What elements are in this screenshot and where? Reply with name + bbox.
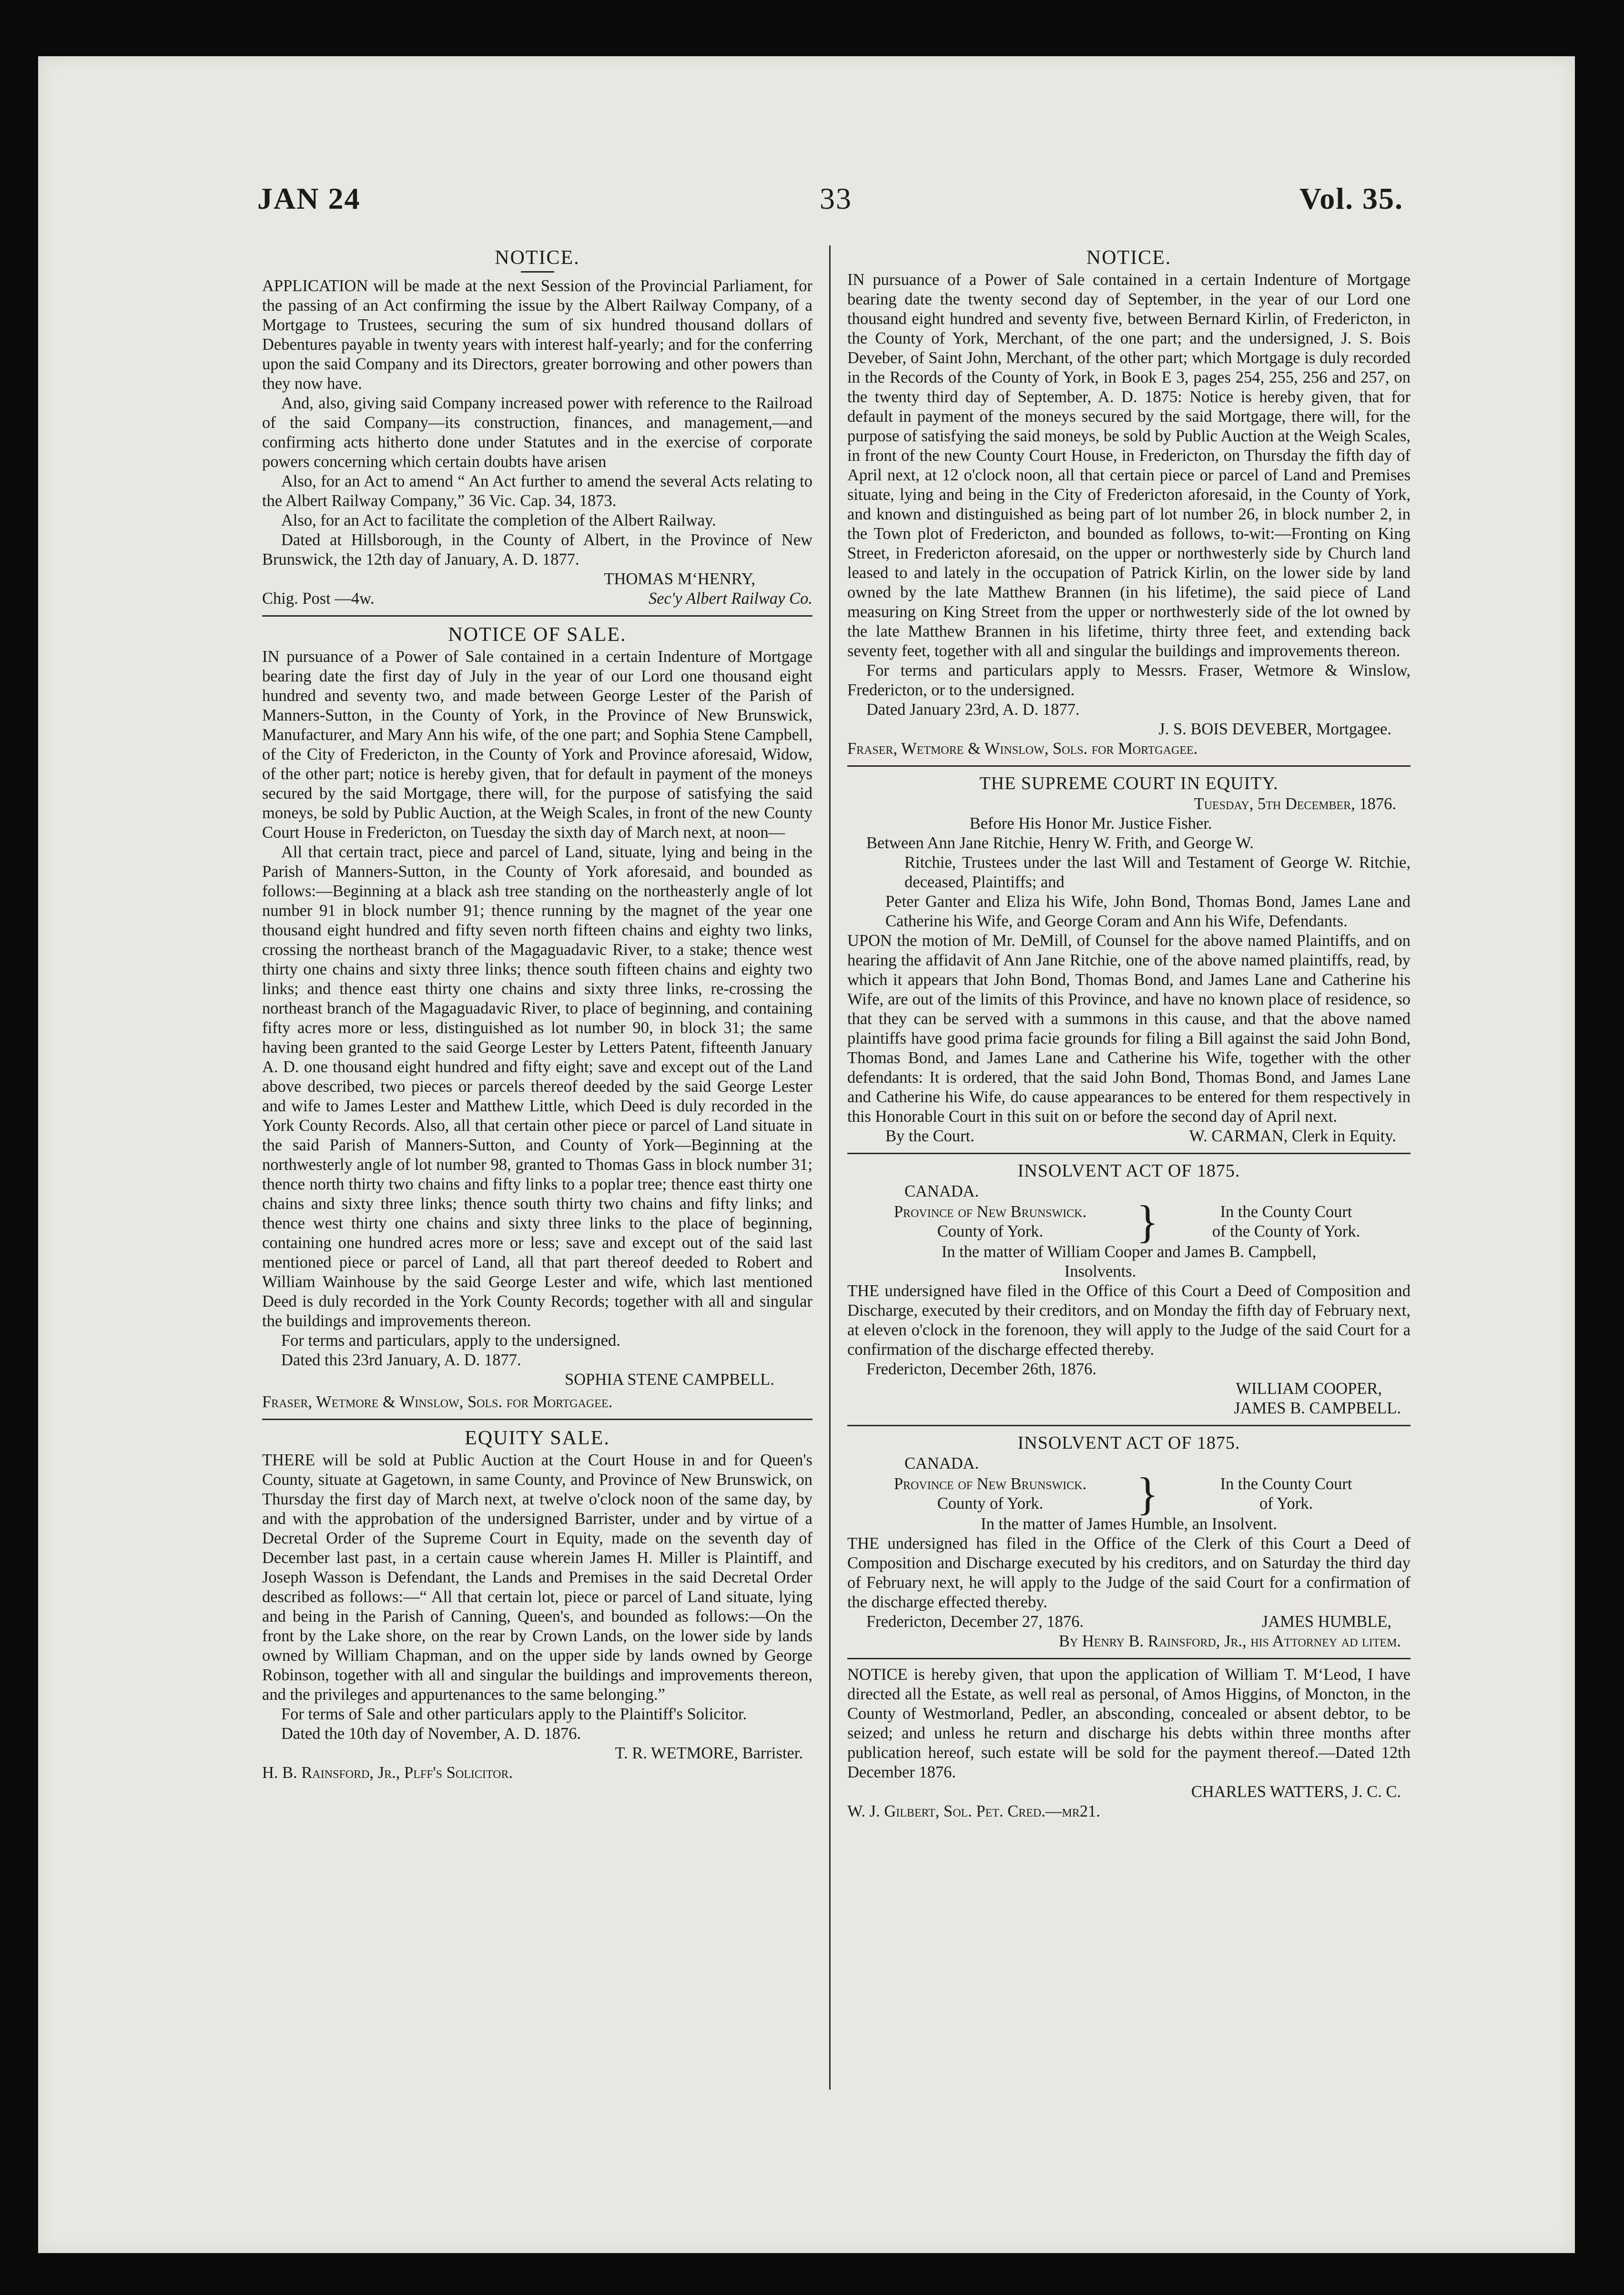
- jurisdiction-left: [847, 1474, 1133, 1513]
- deveber-mortgage-notice: [847, 245, 1411, 759]
- province-label: Province of New Brunswick.: [893, 1203, 1087, 1221]
- county-label: County of York.: [937, 1222, 1044, 1240]
- signer-title: Sec'y Albert Railway Co.: [648, 589, 812, 608]
- notice-of-sale: [262, 622, 812, 1412]
- case-parties: [847, 833, 1411, 931]
- parties-line: Between Ann Jane Ritchie, Henry W. Frith, and George W.: [866, 834, 1254, 852]
- notice-title: INSOLVENT ACT OF 1875.: [1017, 1161, 1240, 1181]
- jurisdiction-left: [847, 1202, 1133, 1241]
- attorney-line: By Henry B. Rainsford, Jr., his Attorney ad litem.: [1058, 1632, 1401, 1650]
- court-jurisdiction: [847, 1196, 1411, 1247]
- absconding-debtor-notice: [847, 1665, 1411, 1821]
- section-divider: [847, 1153, 1411, 1154]
- supreme-court-notice: [847, 772, 1411, 1146]
- by-court: By the Court.: [885, 1127, 974, 1145]
- country-label: CANADA.: [904, 1182, 979, 1200]
- solicitors: Fraser, Wetmore & Winslow, Sols. for Mortgagee.: [847, 740, 1198, 758]
- brace-icon: }: [1136, 1468, 1159, 1519]
- court-date: Tuesday, 5th December, 1876.: [1194, 795, 1396, 813]
- matter-line: In the matter of William Cooper and James B. Campbell,: [941, 1243, 1317, 1261]
- court-label: of York.: [1259, 1494, 1313, 1513]
- notice-paragraph: Dated at Hillsborough, in the County of Albert, in the Province of New Brunswick, the 12th day of January, A. D. 1877.: [262, 531, 812, 569]
- column-divider: [829, 245, 831, 2090]
- insolvent-notice-cooper: [847, 1160, 1411, 1418]
- signature-line: [262, 589, 812, 609]
- signer-name: JAMES B. CAMPBELL.: [1234, 1399, 1401, 1417]
- notice-paragraph: Also, for an Act to amend “ An Act further to amend the several Acts relating to the Albert Railway Company,” 36 Vic. Cap. 34, 1873.: [262, 472, 812, 510]
- court-label: In the County Court: [1220, 1475, 1352, 1493]
- notice-paragraph: THE undersigned has filed in the Office of the Clerk of this Court a Deed of Composition and Discharge executed by his creditors, and on Saturday the third day of February next, he will apply to the Judge of the said Court for a confirmation of the discharge effected thereby.: [847, 1534, 1411, 1611]
- solicitor: H. B. Rainsford, Jr., Plff's Solicitor.: [262, 1764, 513, 1782]
- volume-number: Vol. 35.: [1299, 182, 1403, 215]
- notice-title: NOTICE OF SALE.: [448, 624, 627, 646]
- issue-date: JAN 24: [257, 182, 361, 215]
- notice-title: THE SUPREME COURT IN EQUITY.: [979, 773, 1279, 793]
- notice-paragraph: IN pursuance of a Power of Sale contained in a certain Indenture of Mortgage bearing date the first day of July in the year of our Lord one thousand eight hundred and seventy two, and made between George Lester of the Parish of Manners-Sutton, in the County of York, in the Province of New Brunswick, Manufacturer, and Mary Ann his wife, of the one part; and Sophia Stene Campbell, of the City of Fredericton, in the County of York and Province aforesaid, Widow, of the other part; notice is hereby given, that for default in payment of the moneys secured by the said Mortgage, there will, for the purpose of satisfying the said moneys, be sold by Public Auction, at the Weigh Scales, in front of the new County Court House in Fredericton, on Tuesday the sixth day of March next, at noon—: [262, 648, 812, 842]
- section-divider: [847, 1658, 1411, 1659]
- page-number: 33: [820, 182, 852, 215]
- right-column: [847, 245, 1411, 1821]
- signer-name: WILLIAM COOPER,: [1236, 1380, 1382, 1398]
- matter-line: In the matter of James Humble, an Insolvent.: [981, 1515, 1277, 1533]
- court-label: of the County of York.: [1212, 1222, 1360, 1240]
- signature-line: [847, 1127, 1411, 1146]
- court-jurisdiction: [847, 1468, 1411, 1519]
- notice-title: NOTICE.: [495, 247, 580, 269]
- signer-name: T. R. WETMORE, Barrister.: [615, 1744, 803, 1762]
- notice-paragraph: Dated January 23rd, A. D. 1877.: [866, 701, 1080, 719]
- notice-paragraph: All that certain tract, piece and parcel of Land, situate, lying and being in the Parish of Manners-Sutton, in the County of York aforesaid, and bounded as follows:—Beginning at a black ash tree standing on the northeasterly angle of lot number 91 in block number 91; thence running by the magnet of the year one thousand eight hundred and fifty seven north fifteen chains and eighty two links, crossing the northeast branch of the Magaguadavic River, to a stake; thence west thirty one chains and sixty three links; thence south fifteen chains and eighty two links; and thence east thirty one chains and sixty three links, re-crossing the northeast branch of the Magaguadavic River, to place of beginning, and containing fifty acres more or less, distinguished as lot number 90, in block 31; the same having been granted to the said George Lester by Letters Patent, fifteenth January A. D. one thousand eight hundred and fifty eight; save and except out of the Land above described, two pieces or parcels thereof deeded by the said George Lester and wife to James Lester and Matthew Little, which Deed is duly recorded in the York County Records. Also, all that certain other piece or parcel of Land situate in the said Parish of Manners-Sutton, and County of York—Beginning at the northwesterly angle of lot number 98, granted to Thomas Gass in block number 31; thence north thirty two chains and fifty links to a poplar tree; thence east thirty one chains and sixty three links; thence south thirty two chains and fifty links; and thence west thirty one chains and sixty three links to the place of beginning, containing one hundred acres more or less; save and except out of the said last mentioned piece or parcel of Land, all that part thereof deeded to Robert and William Wainhouse by the said George Lester and wife, which last mentioned Deed is duly recorded in the York County Records; together with all and singular the buildings and improvements thereon.: [262, 843, 812, 1330]
- title-rule: [521, 271, 554, 273]
- notice-date: Fredericton, December 27, 1876.: [866, 1613, 1084, 1631]
- page-header: [257, 181, 1403, 224]
- notice-paragraph: For terms and particulars apply to Messrs. Fraser, Wetmore & Winslow, Fredericton, or to the undersigned.: [847, 661, 1411, 699]
- notice-paragraph: Dated the 10th day of November, A. D. 1876.: [281, 1725, 581, 1743]
- section-divider: [262, 1419, 812, 1420]
- solicitors: Fraser, Wetmore & Winslow, Sols. for Mortgagee.: [262, 1393, 613, 1411]
- albert-railway-notice: [262, 245, 812, 609]
- brace-icon: }: [1136, 1196, 1159, 1247]
- jurisdiction-right: [1162, 1474, 1411, 1513]
- notice-title: EQUITY SALE.: [465, 1427, 610, 1449]
- filer-line: W. J. Gilbert, Sol. Pet. Cred.—mr21.: [847, 1802, 1100, 1820]
- notice-paragraph: For terms and particulars, apply to the undersigned.: [281, 1331, 620, 1350]
- notice-paragraph: THERE will be sold at Public Auction at the Court House in and for Queen's County, situate at Gagetown, in same County, and Province of New Brunswick, on Thursday the first day of March next, at twelve o'clock noon of the same day, by and with the approbation of the undersigned Barrister, under and by virtue of a Decretal Order of the Supreme Court in Equity, made on the seventh day of December last past, in a certain cause wherein James H. Miller is Plaintiff, and Joseph Wasson is Defendant, the Lands and Premises in the said Decretal Order described as follows:—“ All that certain lot, piece or parcel of Land situate, lying and being in the Parish of Canning, Queen's, and bounded as follows:—On the front by the Lake shore, on the rear by Crown Lands, on the lower side by lands owned by William Chapman, and on the upper side by lands owned by George Robinson, together with all and singular the buildings and improvements thereon, and the privileges and appurtenances to the same belonging.”: [262, 1451, 812, 1704]
- parties-line: Peter Ganter and Eliza his Wife, John Bond, Thomas Bond, James Lane and Catherine his Wife, and George Coram and Ann his Wife, Defendants.: [885, 893, 1411, 930]
- signer-name: JAMES HUMBLE,: [1261, 1613, 1391, 1631]
- signer-name: CHARLES WATTERS, J. C. C.: [1191, 1783, 1401, 1801]
- signature-line: [847, 1612, 1411, 1632]
- matter-line: Insolvents.: [1064, 1262, 1137, 1280]
- publication-ref: Chig. Post —4w.: [262, 589, 375, 608]
- notice-date: Fredericton, December 26th, 1876.: [866, 1360, 1096, 1378]
- section-divider: [847, 765, 1411, 767]
- clerk-signature: W. CARMAN, Clerk in Equity.: [1189, 1127, 1396, 1145]
- notice-paragraph: NOTICE is hereby given, that upon the application of William T. M‘Leod, I have directed all the Estate, as well real as personal, of Amos Higgins, of Moncton, in the County of Westmorland, Pedler, an absconding, concealed or absent debtor, to be seized; and unless he return and discharge his debts within three months after publication hereof, such estate will be sold for the payment thereof.—Dated 12th December 1876.: [847, 1665, 1411, 1781]
- left-column: [262, 245, 812, 1783]
- notice-paragraph: Also, for an Act to facilitate the completion of the Albert Railway.: [281, 511, 716, 529]
- notice-paragraph: THE undersigned have filed in the Office of this Court a Deed of Composition and Discharge, executed by their creditors, and on Monday the fifth day of February next, at eleven o'clock in the forenoon, they will apply to the Judge of the said Court for a confirmation of the discharge effected thereby.: [847, 1282, 1411, 1359]
- equity-sale-notice: [262, 1426, 812, 1783]
- signer-name: THOMAS M‘HENRY,: [604, 570, 755, 588]
- county-label: County of York.: [937, 1494, 1044, 1513]
- signer-name: SOPHIA STENE CAMPBELL.: [565, 1371, 774, 1389]
- notice-paragraph: IN pursuance of a Power of Sale contained in a certain Indenture of Mortgage bearing date the twenty second day of September, in the year of our Lord one thousand eight hundred and seventy five, between Bernard Kirlin, of Fredericton, in the County of York, Merchant, of the one part; and the undersigned, J. S. Bois Deveber, of Saint John, Merchant, of the other part; which Mortgage is duly recorded in the Records of the County of York, in Book E 3, pages 254, 255, 256 and 257, on the twenty third day of September, A. D. 1875: Notice is hereby given, that for default in payment of the moneys secured by the said Mortgage, there will, for the purpose of satisfying the said moneys, be sold by Public Auction at the Weigh Scales, in front of the new County Court House, in Fredericton, on Thursday the fifth day of April next, at 12 o'clock noon, all that certain piece or parcel of Land and Premises situate, lying and being in the City of Fredericton aforesaid, in the County of York, and known and distinguished as being part of lot number 26, in block number 2, in the Town plot of Fredericton, and bounded as follows, to-wit:—Fronting on King Street, in Fredericton aforesaid, on the upper or northwesterly side by Church land leased to and lately in the occupation of Patrick Kirlin, on the lower side by land owned by the late Matthew Brannen (in his lifetime), the said piece of Land measuring on King Street from the upper or northwesterly side of the lot owned by the late Matthew Brannen in his lifetime, thirty three feet, and extending back seventy feet, together with all and singular the buildings and improvements thereon.: [847, 271, 1411, 660]
- notice-paragraph: UPON the motion of Mr. DeMill, of Counsel for the above named Plaintiffs, and on hearing the affidavit of Ann Jane Ritchie, one of the above named plaintiffs, read, by which it appears that John Bond, Thomas Bond, and James Lane and Catherine his Wife, are out of the limits of this Province, and have no known place of residence, so that they can be served with a summons in this cause, and that the above named plaintiffs have good prima facie grounds for filing a Bill against the said John Bond, Thomas Bond, and James Lane and Catherine his Wife, together with the other defendants: It is ordered, that the said John Bond, Thomas Bond, and James Lane and Catherine his Wife, do cause appearances to be entered for them respectively in this Honorable Court in this suit on or before the second day of April next.: [847, 932, 1411, 1126]
- section-divider: [262, 615, 812, 617]
- notice-title: INSOLVENT ACT OF 1875.: [1017, 1433, 1240, 1453]
- parties-line: Ritchie, Trustees under the last Will and Testament of George W. Ritchie, deceased, Plaintiffs; and: [904, 853, 1411, 891]
- insolvent-notice-humble: [847, 1432, 1411, 1651]
- court-label: In the County Court: [1220, 1203, 1352, 1221]
- notice-paragraph: And, also, giving said Company increased power with reference to the Railroad of the said Company—its construction, finances, and management,—and confirming acts hitherto done under Statutes and in the exercise of corporate powers concerning which certain doubts have arisen: [262, 394, 812, 471]
- section-divider: [847, 1425, 1411, 1426]
- notice-title: NOTICE.: [1086, 247, 1172, 269]
- notice-paragraph: APPLICATION will be made at the next Session of the Provincial Parliament, for the passing of an Act confirming the issue by the Albert Railway Company, of a Mortgage to Trustees, securing the sum of six hundred thousand dollars of Debentures payable in twenty years with interest half-yearly; and for the conferring upon the said Company and its Directors, greater borrowing and other powers than they now have.: [262, 277, 812, 393]
- jurisdiction-right: [1162, 1202, 1411, 1241]
- notice-paragraph: For terms of Sale and other particulars apply to the Plaintiff's Solicitor.: [281, 1705, 747, 1723]
- province-label: Province of New Brunswick.: [893, 1475, 1087, 1493]
- signer-name: J. S. BOIS DEVEBER, Mortgagee.: [1158, 720, 1391, 738]
- notice-paragraph: Dated this 23rd January, A. D. 1877.: [281, 1351, 521, 1369]
- court-judge: Before His Honor Mr. Justice Fisher.: [969, 814, 1212, 833]
- country-label: CANADA.: [904, 1454, 979, 1472]
